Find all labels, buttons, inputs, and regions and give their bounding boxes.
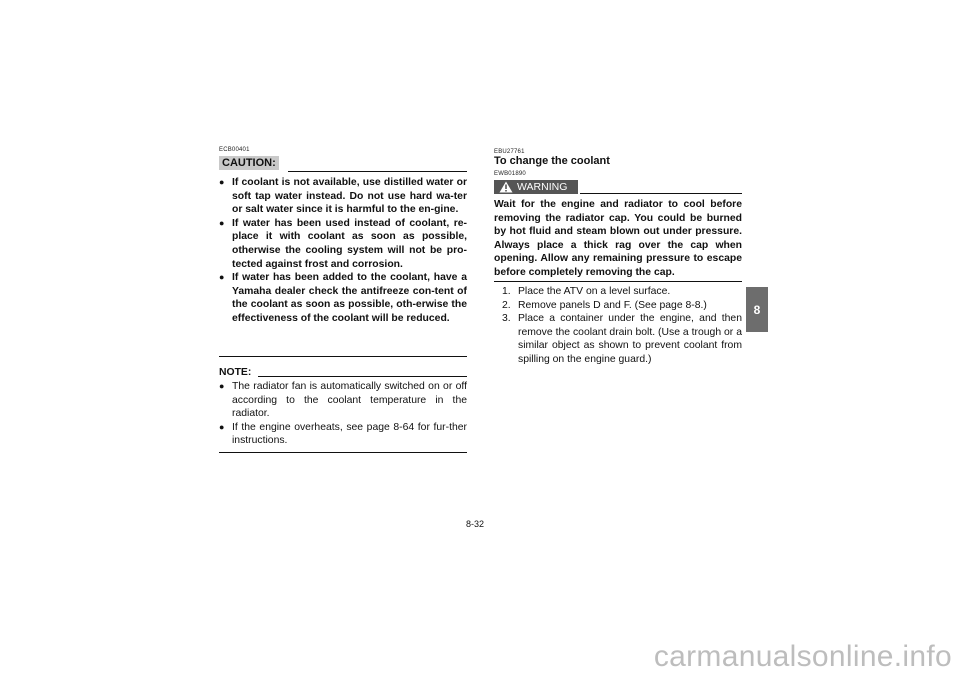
caution-top-rule [288, 171, 467, 172]
steps-list [494, 285, 742, 367]
warning-triangle-icon [499, 181, 513, 193]
note-top-rule [258, 376, 467, 377]
warning-bottom-rule [494, 281, 742, 282]
warning-text: Wait for the engine and radiator to cool before removing the radiator cap. You could be burned by hot fluid and steam blown out under pressure. Always place a thick rag over the cap when opening. Allow any remaining pressure to escape before completely removing the cap. [494, 199, 742, 278]
note-label: NOTE: [219, 367, 252, 378]
note-item: ● The radiator fan is automatically switched on or off according to the coolant temperature in the radiator. [219, 380, 467, 421]
note-list [219, 380, 467, 448]
caution-item: ● If water has been added to the coolant, have a Yamaha dealer check the antifreeze con-tent of the coolant as soon as possible, oth-erwise the effectiveness of the coolant will be reduced. [219, 271, 467, 325]
note-bottom-rule [219, 452, 467, 453]
warning-label: WARNING [517, 181, 568, 193]
caution-bottom-rule [219, 356, 467, 357]
note-item: ● If the engine overheats, see page 8-64 for fur-ther instructions. [219, 421, 467, 448]
section-code: EBU27761 [494, 149, 525, 155]
warning-code: EWB01890 [494, 171, 526, 177]
caution-item: ● If coolant is not available, use distilled water or soft tap water instead. Do not use hard wa-ter or salt water since it is harmful to the en-gine. [219, 176, 467, 217]
step-item: 3. Place a container under the engine, and then remove the coolant drain bolt. (Use a trough or a similar object as shown to prevent coolant from spilling on the engine guard.) [502, 313, 742, 365]
watermark: carmanualsonline.info [653, 640, 952, 673]
chapter-tab: 8 [746, 287, 768, 332]
warning-label-box [494, 180, 578, 194]
caution-label: CAUTION: [219, 156, 279, 170]
step-item: 2. Remove panels D and F. (See page 8-8.) [502, 299, 707, 311]
step-item: 1. Place the ATV on a level surface. [502, 286, 671, 297]
section-title: To change the coolant [494, 155, 610, 167]
caution-list [219, 176, 467, 326]
warning-top-rule [580, 193, 742, 194]
caution-item: ● If water has been used instead of coolant, re-place it with coolant as soon as possible, otherwise the cooling system will not be pro-tected against frost and corrosion. [219, 217, 467, 271]
caution-code: ECB00401 [219, 147, 250, 153]
page-number: 8-32 [466, 519, 485, 529]
